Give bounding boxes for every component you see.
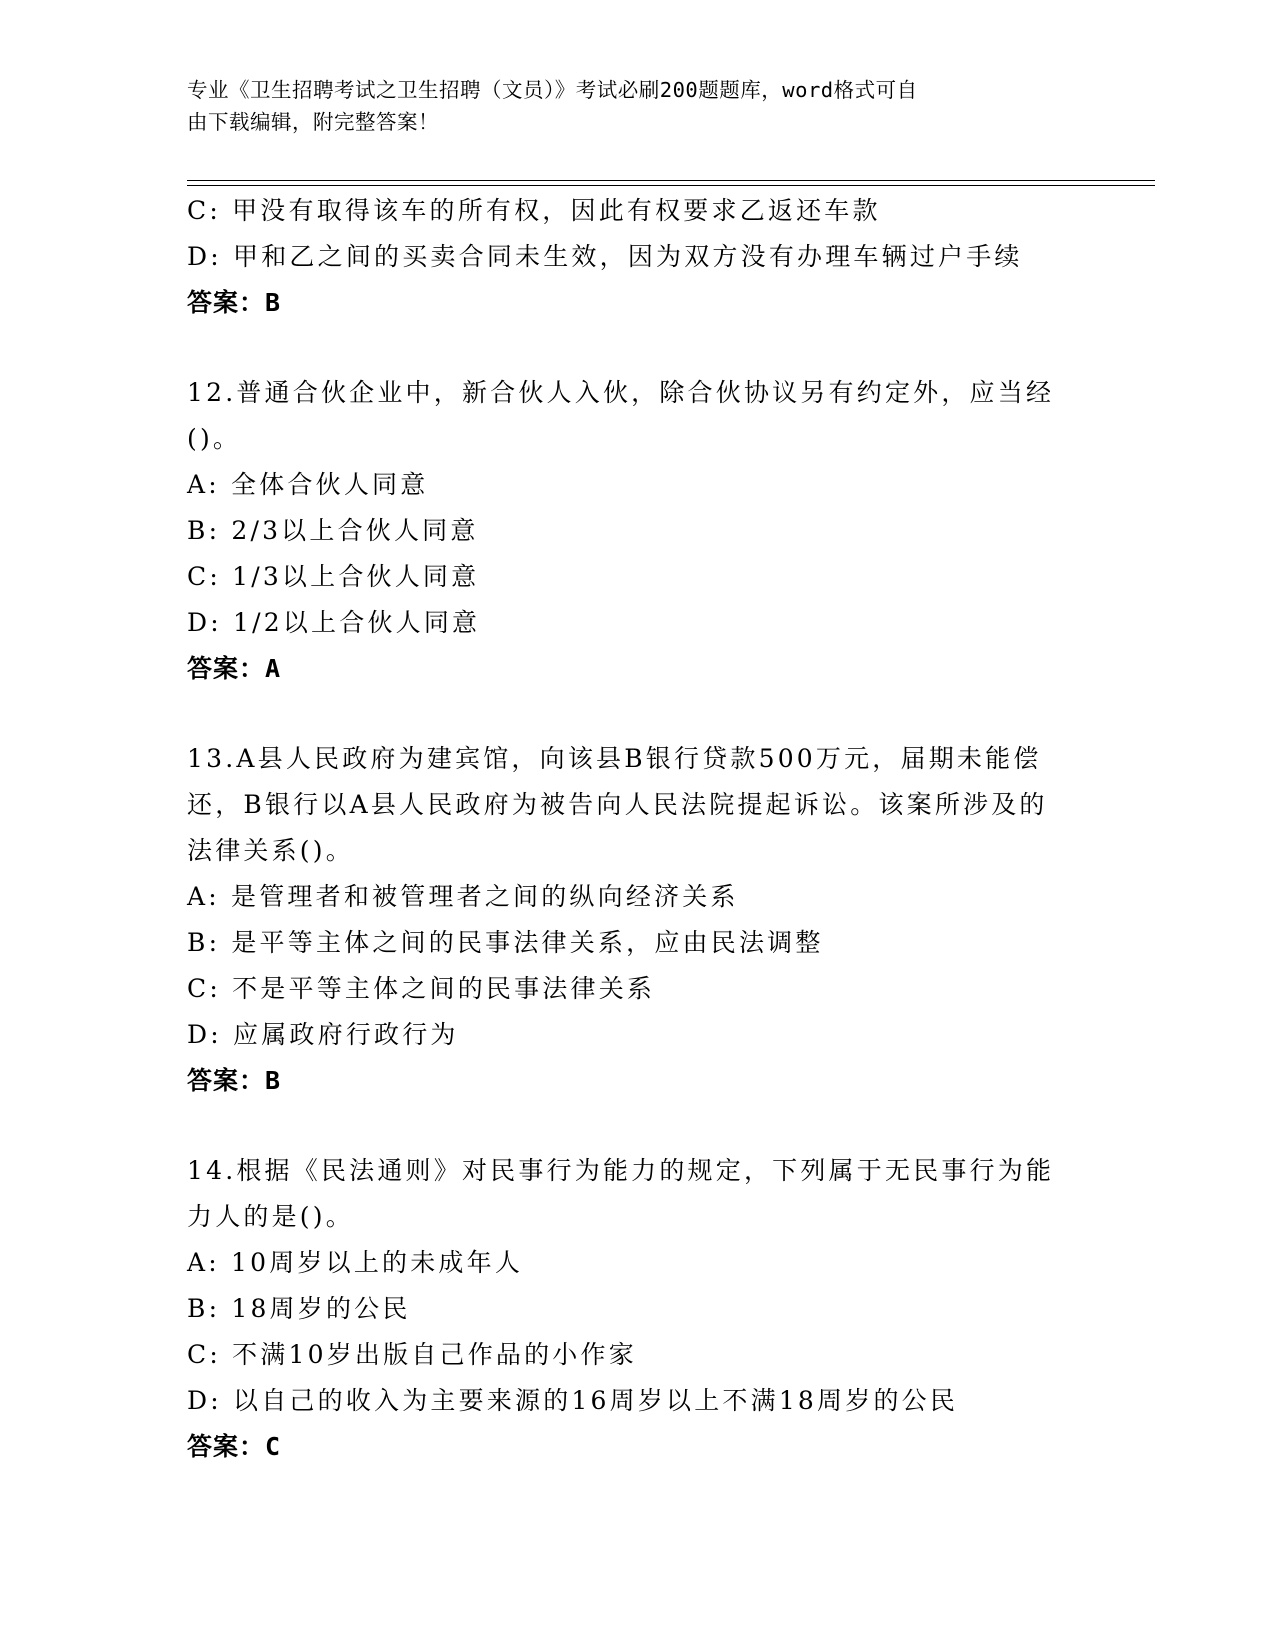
option-a: A: 是管理者和被管理者之间的纵向经济关系 <box>187 882 739 911</box>
answer-label: 答案： <box>187 654 266 683</box>
question-stem-line-1: 13.A县人民政府为建宾馆，向该县B银行贷款500万元，届期未能偿 <box>187 744 1042 773</box>
answer-label: 答案： <box>187 288 266 317</box>
answer-value: B <box>265 1066 282 1095</box>
option-a: A: 10周岁以上的未成年人 <box>187 1248 524 1277</box>
question-stem-line-1: 12.普通合伙企业中，新合伙人入伙，除合伙协议另有约定外，应当经 <box>187 378 1055 407</box>
answer-line <box>187 280 1087 326</box>
option-c: C: 不是平等主体之间的民事法律关系 <box>187 974 656 1003</box>
option-d: D: 1/2以上合伙人同意 <box>187 608 481 637</box>
option-c: C: 不满10岁出版自己作品的小作家 <box>187 1340 637 1369</box>
answer-line <box>187 646 1087 692</box>
answer-label: 答案： <box>187 1066 266 1095</box>
option-b: B: 2/3以上合伙人同意 <box>187 516 479 545</box>
question-stem-line-2: 力人的是()。 <box>187 1202 354 1231</box>
question-stem-line-1: 14.根据《民法通则》对民事行为能力的规定，下列属于无民事行为能 <box>187 1156 1055 1185</box>
header-line-2: 由下载编辑，附完整答案！ <box>187 110 439 134</box>
option-b: B: 18周岁的公民 <box>187 1294 411 1323</box>
spacer <box>187 326 1087 370</box>
question-block-14 <box>187 1148 1087 1470</box>
question-block-12 <box>187 370 1087 692</box>
option-c: C: 甲没有取得该车的所有权，因此有权要求乙返还车款 <box>187 196 881 225</box>
answer-value: C <box>265 1432 282 1461</box>
header-divider-top <box>187 180 1155 181</box>
question-block-11 <box>187 188 1087 326</box>
question-block-13 <box>187 736 1087 1104</box>
answer-value: A <box>265 654 282 683</box>
header-divider-bottom <box>187 185 1155 186</box>
answer-label: 答案： <box>187 1432 266 1461</box>
answer-value: B <box>265 288 282 317</box>
question-stem-line-2: ()。 <box>187 424 242 453</box>
spacer <box>187 692 1087 736</box>
option-c: C: 1/3以上合伙人同意 <box>187 562 480 591</box>
option-a: A: 全体合伙人同意 <box>187 470 429 499</box>
question-stem-line-2: 还，B银行以A县人民政府为被告向人民法院提起诉讼。该案所涉及的 <box>187 790 1048 819</box>
question-list <box>187 188 1087 1470</box>
option-d: D: 甲和乙之间的买卖合同未生效，因为双方没有办理车辆过户手续 <box>187 242 1023 271</box>
header-line-1: 专业《卫生招聘考试之卫生招聘（文员）》考试必刷200题题库，word格式可自 <box>187 78 918 102</box>
question-stem-line-3: 法律关系()。 <box>187 836 354 865</box>
answer-line <box>187 1424 1087 1470</box>
option-d: D: 以自己的收入为主要来源的16周岁以上不满18周岁的公民 <box>187 1386 959 1415</box>
option-b: B: 是平等主体之间的民事法律关系，应由民法调整 <box>187 928 824 957</box>
spacer <box>187 1104 1087 1148</box>
answer-line <box>187 1058 1087 1104</box>
document-header <box>187 74 1087 138</box>
option-d: D: 应属政府行政行为 <box>187 1020 459 1049</box>
